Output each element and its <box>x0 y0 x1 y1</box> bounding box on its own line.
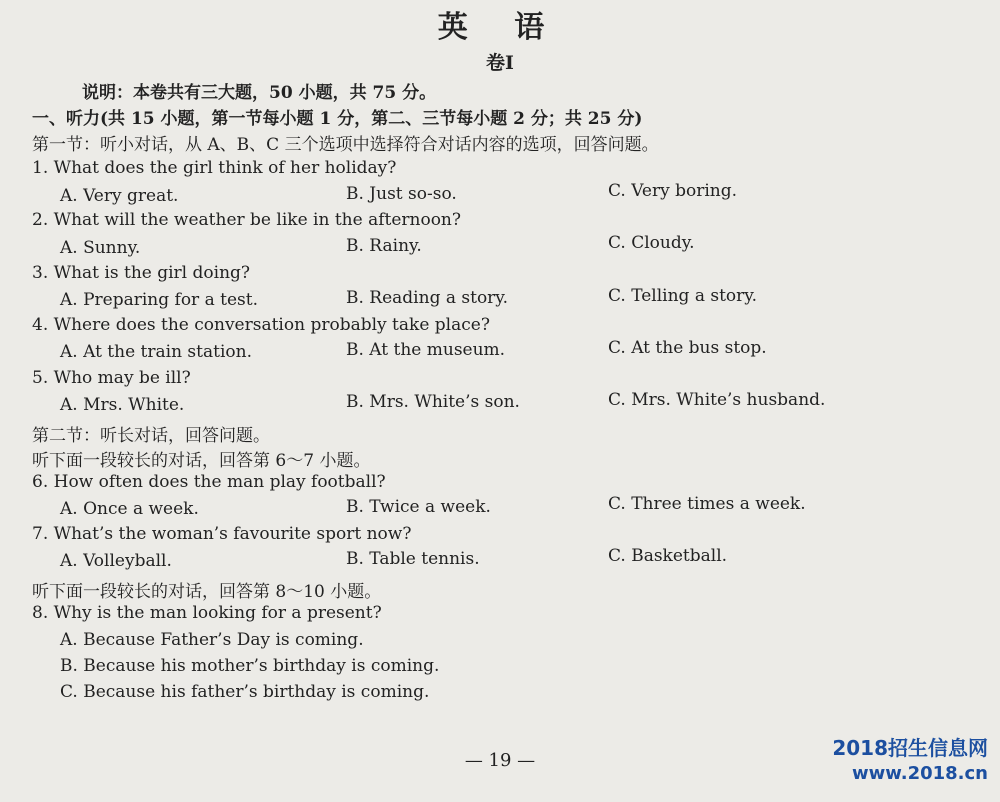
q6-option-b: B. Twice a week. <box>346 497 491 517</box>
q5-option-c: C. Mrs. White’s husband. <box>608 390 826 410</box>
q6-option-a: A. Once a week. <box>60 499 199 519</box>
q4-option-b: B. At the museum. <box>346 340 506 360</box>
part2-instructions: 第二节：听长对话，回答问题。 <box>32 426 270 446</box>
q8-option-c: C. Because his father’s birthday is coming. <box>60 682 430 702</box>
q1-option-c: C. Very boring. <box>608 181 738 201</box>
question-6: 6. How often does the man play football? <box>32 472 386 492</box>
corner-mark-name: 2018招生信息网 <box>832 736 988 760</box>
question-8: 8. Why is the man looking for a present? <box>32 603 382 623</box>
site-corner-mark <box>832 732 988 784</box>
question-7: 7. What’s the woman’s favourite sport now? <box>32 524 412 544</box>
part1-instructions: 第一节：听小对话，从 A、B、C 三个选项中选择符合对话内容的选项，回答问题。 <box>32 135 659 155</box>
page-title: 英 语 <box>437 10 563 45</box>
question-5: 5. Who may be ill? <box>32 368 191 388</box>
q4-option-a: A. At the train station. <box>60 342 252 362</box>
q1-option-b: B. Just so-so. <box>346 184 457 204</box>
corner-mark-url: www.2018.cn <box>852 763 988 784</box>
q2-option-a: A. Sunny. <box>60 238 141 258</box>
question-4: 4. Where does the conversation probably take place? <box>32 315 490 335</box>
q2-option-c: C. Cloudy. <box>608 233 695 253</box>
volume-label: 卷Ⅰ <box>486 52 514 74</box>
instructions-note: 说明：本卷共有三大题，50 小题，共 75 分。 <box>82 83 437 103</box>
q2-option-b: B. Rainy. <box>346 236 422 256</box>
q4-option-c: C. At the bus stop. <box>608 338 767 358</box>
q8-option-b: B. Because his mother’s birthday is coming. <box>60 656 440 676</box>
section-header: 一、听力(共 15 小题，第一节每小题 1 分，第二、三节每小题 2 分；共 25 分) <box>32 109 643 129</box>
dialog-instructions-6-7: 听下面一段较长的对话，回答第 6～7 小题。 <box>32 451 371 471</box>
q5-option-b: B. Mrs. White’s son. <box>346 392 520 412</box>
question-3: 3. What is the girl doing? <box>32 263 251 283</box>
q3-option-a: A. Preparing for a test. <box>60 290 258 310</box>
q5-option-a: A. Mrs. White. <box>60 395 185 415</box>
dialog-instructions-8-10: 听下面一段较长的对话，回答第 8～10 小题。 <box>32 582 382 602</box>
q7-option-c: C. Basketball. <box>608 546 728 566</box>
q3-option-b: B. Reading a story. <box>346 288 509 308</box>
q8-option-a: A. Because Father’s Day is coming. <box>60 630 364 650</box>
question-2: 2. What will the weather be like in the afternoon? <box>32 210 461 230</box>
q7-option-b: B. Table tennis. <box>346 549 480 569</box>
q7-option-a: A. Volleyball. <box>60 551 172 571</box>
q6-option-c: C. Three times a week. <box>608 494 806 514</box>
q3-option-c: C. Telling a story. <box>608 286 758 306</box>
question-1: 1. What does the girl think of her holiday? <box>32 158 397 178</box>
page-number: — 19 — <box>464 750 536 771</box>
q1-option-a: A. Very great. <box>60 186 179 206</box>
